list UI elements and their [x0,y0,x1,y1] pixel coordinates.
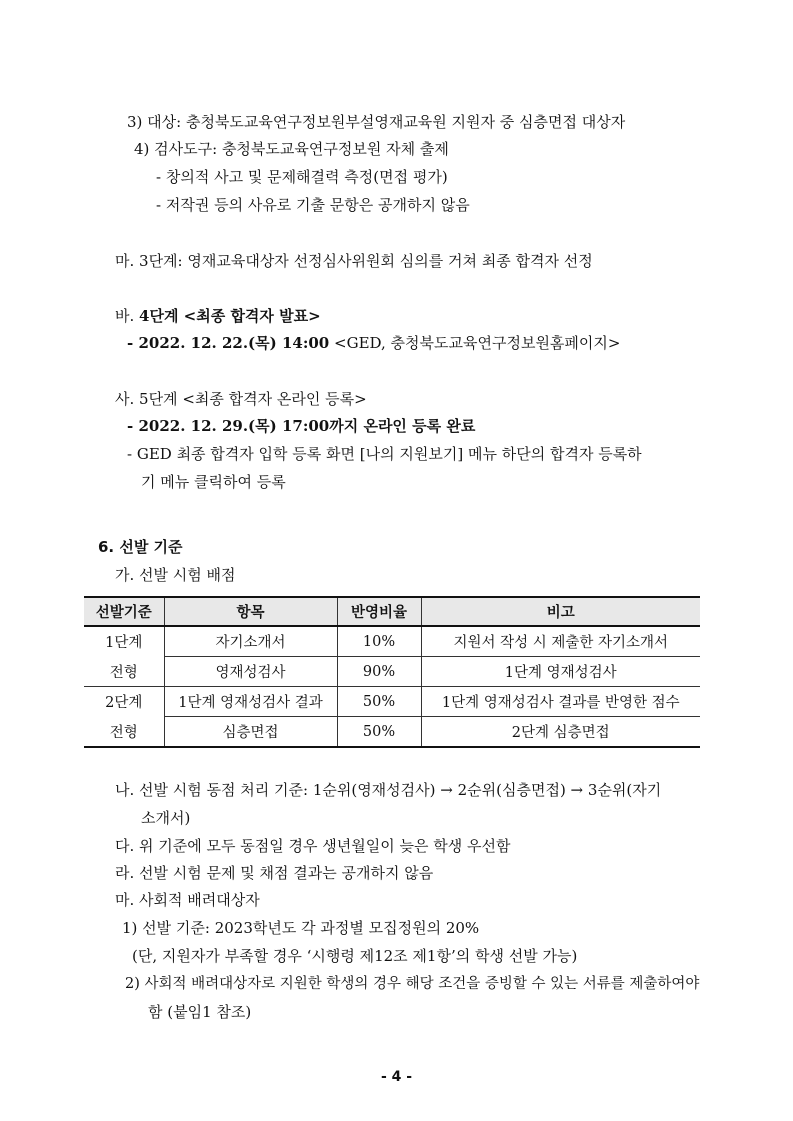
stage1-label: 1단계 [105,635,143,652]
stage2-label-2: 전형 [84,717,164,748]
register-method-line: - GED 최종 합격자 입학 등록 화면 [나의 지원보기] 메뉴 하단의 합격자 등록하 [127,445,642,463]
selection-score-table [84,596,700,748]
social-docs-line: 2) 사회적 배려대상자로 지원한 학생의 경우 해당 조건을 증빙할 수 있는 서류를 제출하여야 [125,976,700,992]
announce-date-line [127,333,620,353]
social-docs-line-2: 함 (붙임1 참조) [148,1003,252,1021]
row-note: 1단계 영재성검사 결과를 반영한 점수 [421,687,700,717]
page-number: - 4 - [380,1069,413,1085]
register-deadline-line: - 2022. 12. 29.(목) 17:00까지 온라인 등록 완료 [127,417,476,435]
row-item: 1단계 영재성검사 결과 [164,687,337,717]
section-6-heading: 6. 선발 기준 [98,538,183,556]
row-item: 심층면접 [164,717,337,748]
table-row [84,626,700,657]
row-note: 2단계 심층면접 [421,717,700,748]
stage2-label: 2단계 [105,695,143,712]
social-consideration-heading: 마. 사회적 배려대상자 [115,891,260,909]
social-criteria-line: 1) 선발 기준: 2023학년도 각 과정별 모집정원의 20% [122,919,480,937]
target-line: 3) 대상: 충청북도교육연구정보원부설영재교육원 지원자 중 심층면접 대상자 [127,113,626,131]
announce-date: - 2022. 12. 22.(목) 14:00 [127,334,330,352]
step4-prefix: 바. [115,307,140,325]
header-ratio: 반영비율 [337,597,421,626]
table-row [84,717,700,748]
score-allocation-title: 가. 선발 시험 배점 [115,566,236,584]
register-method-line-2: 기 메뉴 클릭하여 등록 [141,473,286,491]
row-item: 자기소개서 [164,626,337,657]
birthdate-rule-line: 다. 위 기준에 모두 동점일 경우 생년월일이 늦은 학생 우선함 [115,837,511,855]
tie-break-line-2: 소개서) [141,809,191,827]
table-row [84,687,700,717]
tie-break-line: 나. 선발 시험 동점 처리 기준: 1순위(영재성검사) → 2순위(심층면접) → 3순위(자기 [115,781,662,799]
step5-line: 사. 5단계 <최종 합격자 온라인 등록> [115,390,367,408]
non-disclosure-line: 라. 선발 시험 문제 및 채점 결과는 공개하지 않음 [115,864,434,882]
creative-thinking-line: - 창의적 사고 및 문제해결력 측정(면접 평가) [156,168,448,186]
row-ratio: 50% [337,717,421,748]
step3-line: 마. 3단계: 영재교육대상자 선정심사위원회 심의를 거쳐 최종 합격자 선정 [115,252,593,270]
header-item: 항목 [164,597,337,626]
step4-line [115,306,321,326]
row-note: 1단계 영재성검사 [421,657,700,687]
table-header-row [84,597,700,626]
header-note: 비고 [421,597,700,626]
step4-title: 4단계 <최종 합격자 발표> [139,307,321,325]
copyright-line: - 저작권 등의 사유로 기출 문항은 공개하지 않음 [156,196,470,214]
test-tool-line: 4) 검사도구: 충청북도교육연구정보원 자체 출제 [134,140,449,158]
header-criteria: 선발기준 [84,597,164,626]
social-criteria-note: (단, 지원자가 부족할 경우 ‘시행령 제12조 제1항’의 학생 선발 가능) [132,947,578,965]
row-note: 지원서 작성 시 제출한 자기소개서 [421,626,700,657]
row-ratio: 10% [337,626,421,657]
row-ratio: 50% [337,687,421,717]
row-ratio: 90% [337,657,421,687]
stage1-label-2: 전형 [84,657,164,687]
row-item: 영재성검사 [164,657,337,687]
table-row [84,657,700,687]
announce-where: <GED, 충청북도교육연구정보원홈페이지> [329,334,621,352]
